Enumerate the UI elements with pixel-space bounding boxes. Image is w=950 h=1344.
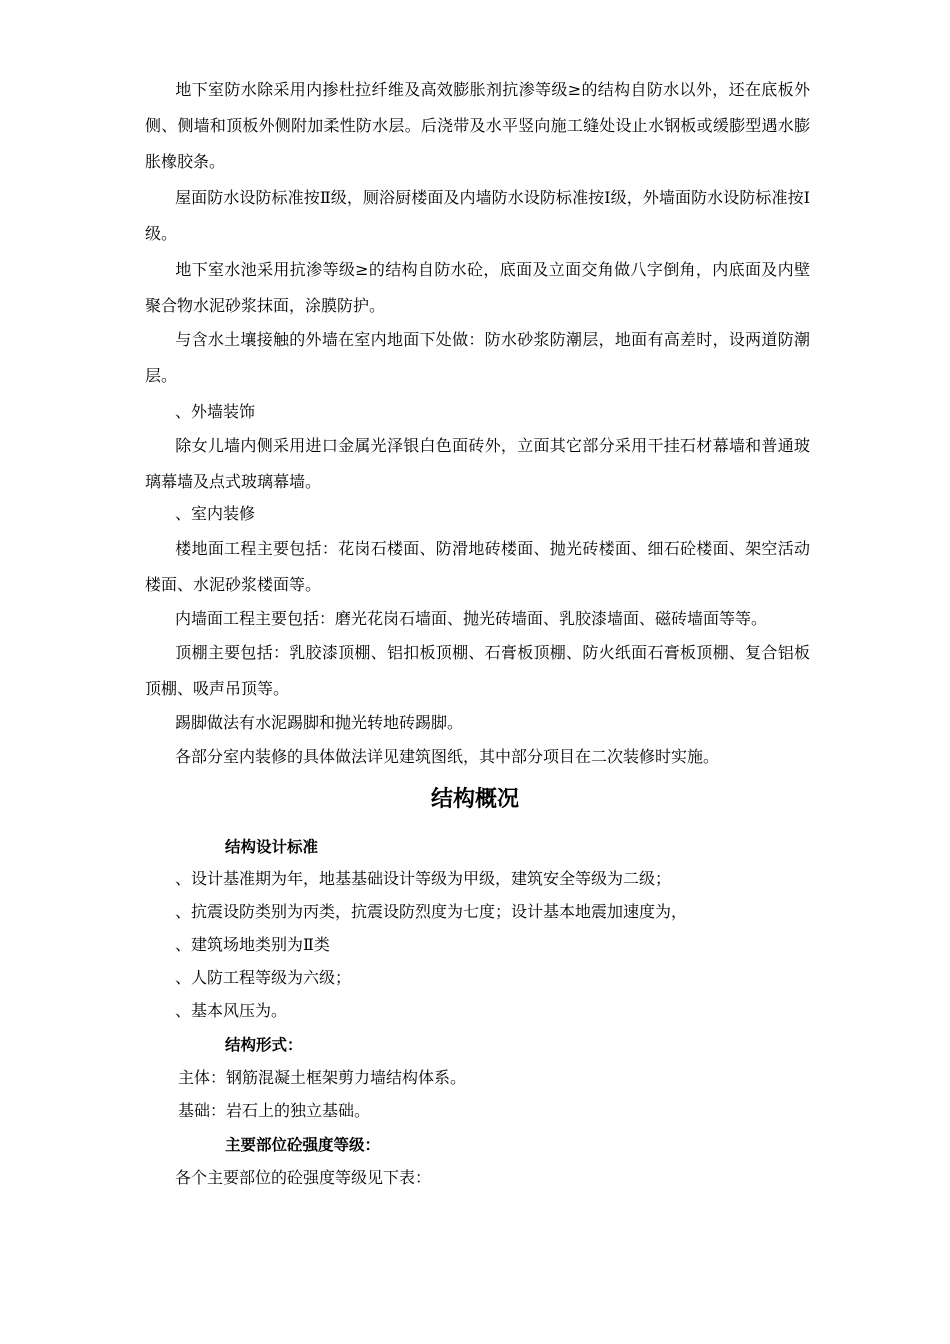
paragraph-roof-waterproofing: 屋面防水设防标准按Ⅱ级，厕浴厨楼面及内墙防水设防标准按Ⅰ级，外墙面防水设防标准按Ⅰ级。 <box>145 188 810 243</box>
heading-interior-decoration: 、室内装修 <box>175 504 256 523</box>
paragraph-basement-pool: 地下室水池采用抗渗等级≥的结构自防水砼，底面及立面交角做八字倒角，内底面及内壁聚合物水泥砂浆抹面，涂膜防护。 <box>145 260 810 315</box>
design-standard-item: 、建筑场地类别为Ⅱ类 <box>175 935 330 954</box>
heading-exterior-decoration: 、外墙装饰 <box>175 402 256 421</box>
paragraph-interior-details: 各部分室内装修的具体做法详见建筑图纸，其中部分项目在二次装修时实施。 <box>175 747 720 766</box>
paragraph-moisture-barrier: 与含水土壤接触的外墙在室内地面下处做：防水砂浆防潮层，地面有高差时，设两道防潮层。 <box>145 330 810 385</box>
heading-concrete-grade: 主要部位砼强度等级： <box>225 1136 381 1154</box>
concrete-grade-text: 各个主要部位的砼强度等级见下表： <box>175 1168 432 1187</box>
paragraph-interior-wall-works: 内墙面工程主要包括：磨光花岗石墙面、抛光砖墙面、乳胶漆墙面、磁砖墙面等等。 <box>175 609 768 628</box>
section-title: 结构概况 <box>430 787 519 812</box>
structure-form-item: 基础：岩石上的独立基础。 <box>178 1101 371 1120</box>
heading-design-standard: 结构设计标准 <box>225 838 319 856</box>
heading-structure-form: 结构形式： <box>225 1036 303 1054</box>
design-standard-item: 、抗震设防类别为丙类，抗震设防烈度为七度；设计基本地震加速度为， <box>175 902 688 921</box>
design-standard-item: 、基本风压为。 <box>175 1001 288 1020</box>
paragraph-skirting: 踢脚做法有水泥踢脚和抛光转地砖踢脚。 <box>175 713 464 732</box>
paragraph-exterior-decoration: 除女儿墙内侧采用进口金属光泽银白色面砖外，立面其它部分采用干挂石材幕墙和普通玻璃幕墙及点式玻璃幕墙。 <box>145 436 810 491</box>
design-standard-item: 、设计基准期为年，地基基础设计等级为甲级，建筑安全等级为二级； <box>175 869 672 888</box>
paragraph-ceiling-works: 顶棚主要包括：乳胶漆顶棚、铝扣板顶棚、石膏板顶棚、防火纸面石膏板顶棚、复合铝板顶棚、吸声吊顶等。 <box>145 643 810 698</box>
paragraph-basement-waterproofing: 地下室防水除采用内掺杜拉纤维及高效膨胀剂抗渗等级≥的结构自防水以外，还在底板外侧、侧墙和顶板外侧附加柔性防水层。后浇带及水平竖向施工缝处设止水钢板或缓膨型遇水膨胀橡胶条。 <box>145 80 810 171</box>
structure-form-item: 主体：钢筋混凝土框架剪力墙结构体系。 <box>178 1068 467 1087</box>
design-standard-item: 、人防工程等级为六级； <box>175 968 352 987</box>
paragraph-floor-works: 楼地面工程主要包括：花岗石楼面、防滑地砖楼面、抛光砖楼面、细石砼楼面、架空活动楼面、水泥砂浆楼面等。 <box>145 539 810 594</box>
